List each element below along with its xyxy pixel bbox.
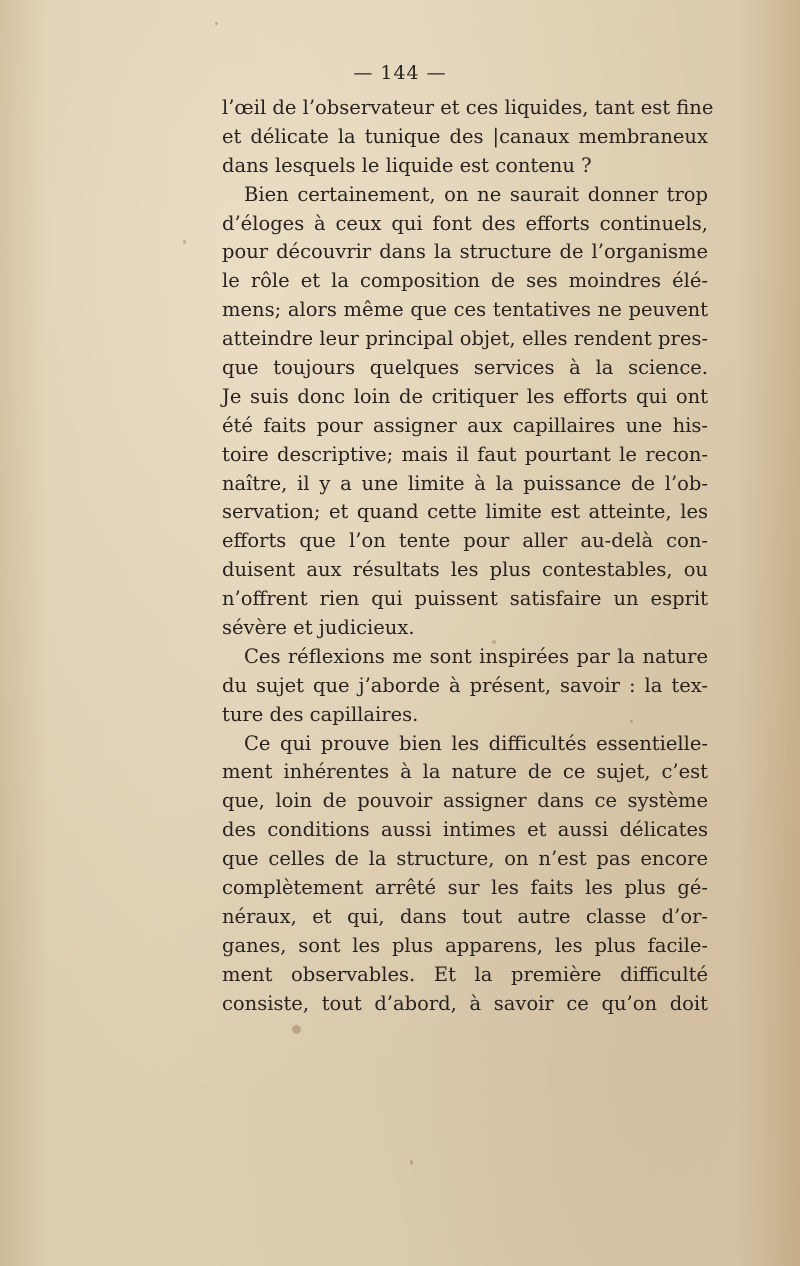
text-line: complètement arrêté sur les faits les plus gé-: [222, 876, 708, 900]
page-number: — 144 —: [353, 62, 447, 84]
text-line: que toujours quelques services à la science.: [222, 356, 708, 380]
text-line: ment observables. Et la première difficulté: [222, 962, 708, 986]
text-line: néraux, et qui, dans tout autre classe d’or-: [222, 904, 708, 928]
text-line: l’œil de l’observateur et ces liquides, tant est fine: [222, 96, 714, 119]
text-line: des conditions aussi intimes et aussi délicates: [222, 818, 708, 842]
text-line: servation; et quand cette limite est atteinte, les: [222, 500, 708, 524]
text-line: et délicate la tunique des |canaux membraneux: [222, 124, 708, 148]
text-line: naître, il y a une limite à la puissance de l’ob-: [222, 471, 708, 495]
text-line: ment inhérentes à la nature de ce sujet, c’est: [222, 760, 708, 784]
text-line: toire descriptive; mais il faut pourtant le recon-: [222, 442, 708, 466]
paper-speck: [215, 22, 218, 25]
text-line: n’offrent rien qui puissent satisfaire un esprit: [222, 587, 708, 611]
text-line: dans lesquels le liquide est contenu ?: [222, 153, 592, 177]
text-line: Bien certainement, on ne saurait donner trop: [244, 182, 708, 206]
text-line: que celles de la structure, on n’est pas encore: [222, 847, 708, 871]
text-line: d’éloges à ceux qui font des efforts continuels,: [222, 211, 708, 235]
text-line: duisent aux résultats les plus contestables, ou: [222, 558, 708, 582]
text-line: efforts que l’on tente pour aller au-delà con-: [222, 529, 708, 553]
body-text: [222, 94, 714, 1019]
paper-speck: [183, 240, 186, 244]
text-line: Ce qui prouve bien les difficultés essentielle-: [244, 731, 708, 755]
text-line: Je suis donc loin de critiquer les efforts qui ont: [222, 384, 708, 408]
text-line: ture des capillaires.: [222, 702, 419, 726]
text-line: Ces réflexions me sont inspirées par la nature: [244, 644, 708, 668]
text-line: ganes, sont les plus apparens, les plus facile-: [222, 933, 708, 957]
text-line: atteindre leur principal objet, elles rendent pres-: [222, 327, 708, 351]
text-line: sévère et judicieux.: [222, 616, 415, 640]
text-line: que, loin de pouvoir assigner dans ce système: [222, 789, 708, 813]
paper-speck: [410, 1160, 413, 1165]
text-line: été faits pour assigner aux capillaires une his-: [222, 413, 708, 437]
text-line: le rôle et la composition de ses moindres élé-: [222, 269, 708, 293]
paper-speck: [292, 1025, 301, 1034]
text-line: du sujet que j’aborde à présent, savoir : la tex-: [222, 673, 708, 697]
text-line: pour découvrir dans la structure de l’organisme: [222, 240, 708, 264]
text-line: consiste, tout d’abord, à savoir ce qu’on doit: [222, 991, 708, 1015]
text-line: mens; alors même que ces tentatives ne peuvent: [222, 298, 708, 322]
